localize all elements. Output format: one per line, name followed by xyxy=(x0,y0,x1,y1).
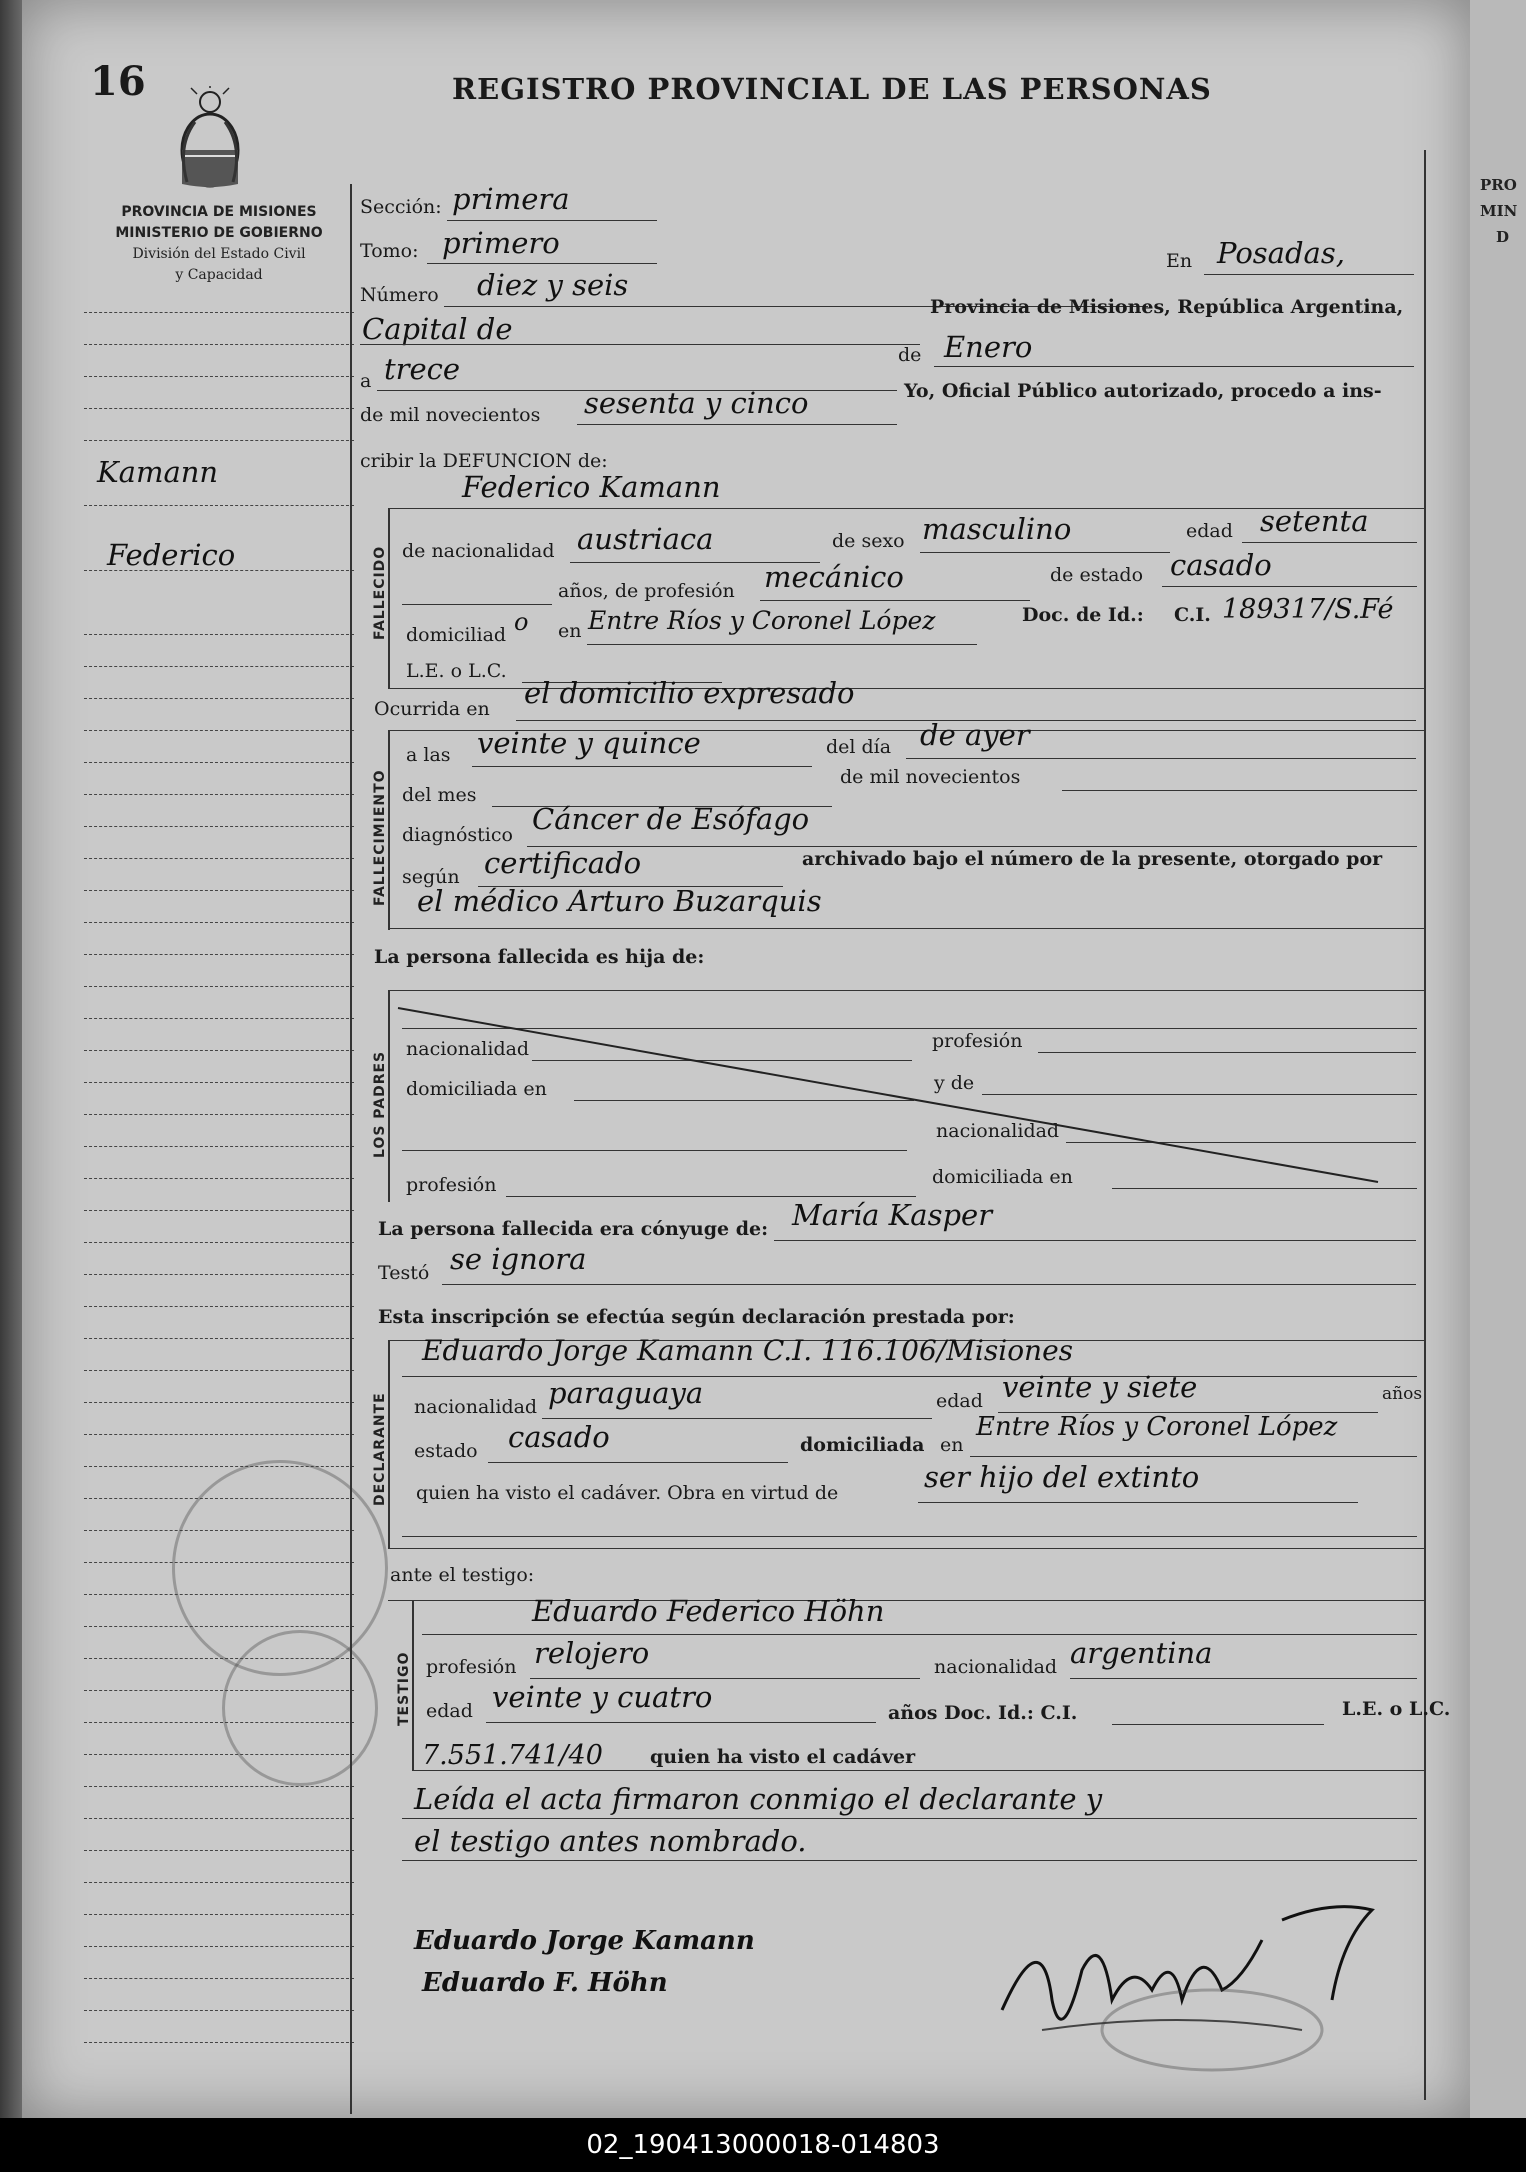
fragment-text: D xyxy=(1496,228,1510,246)
label-testo: Testó xyxy=(378,1262,430,1284)
value-d-edad: veinte y siete xyxy=(1002,1370,1198,1404)
value-t-profesion: relojero xyxy=(534,1636,650,1670)
margin-given-name: Federico xyxy=(107,538,236,572)
fragment-text: MIN xyxy=(1480,202,1518,220)
label-numero: Número xyxy=(360,284,439,306)
label-de-nacionalidad: de nacionalidad xyxy=(402,540,555,562)
label-yo-oficial: Yo, Oficial Público autorizado, procedo a ins- xyxy=(904,380,1382,402)
value-ci: 189317/S.Fé xyxy=(1222,594,1394,625)
label-d-nacionalidad: nacionalidad xyxy=(414,1396,538,1418)
value-leida-2: el testigo antes nombrado. xyxy=(414,1824,807,1858)
value-declarante: Eduardo Jorge Kamann C.I. 116.106/Misiones xyxy=(422,1334,1074,1367)
signature-testigo: Eduardo F. Höhn xyxy=(422,1968,668,1998)
value-edad: setenta xyxy=(1260,504,1369,538)
label-edad: edad xyxy=(1186,520,1233,542)
value-d-estado: casado xyxy=(508,1420,610,1454)
value-medico: el médico Arturo Buzarquis xyxy=(417,884,822,918)
label-diagnostico: diagnóstico xyxy=(402,824,513,846)
label-segun: según xyxy=(402,866,460,888)
label-y-de: y de xyxy=(934,1072,975,1094)
book-spine xyxy=(0,0,22,2118)
label-nacionalidad: nacionalidad xyxy=(406,1038,530,1060)
label-domiciliada-en: domiciliada en xyxy=(406,1078,547,1100)
label-archivado: archivado bajo el número de la presente, otorgado por xyxy=(802,848,1383,870)
label-conyuge: La persona fallecida era cónyuge de: xyxy=(378,1218,769,1240)
value-seccion: primera xyxy=(452,182,570,216)
value-profesion: mecánico xyxy=(764,560,904,594)
label-del-dia: del día xyxy=(826,736,892,758)
value-hora: veinte y quince xyxy=(477,726,701,760)
value-d-virtud: ser hijo del extinto xyxy=(924,1460,1200,1494)
image-id-footer: 02_190413000018-014803 xyxy=(0,2118,1526,2172)
value-ocurrida: el domicilio expresado xyxy=(524,676,855,710)
value-diagnostico: Cáncer de Esófago xyxy=(532,802,810,836)
value-t-doc: 7.551.741/40 xyxy=(422,1740,603,1771)
page-title: REGISTRO PROVINCIAL DE LAS PERSONAS xyxy=(452,72,1212,106)
side-label-fallecido: FALLECIDO xyxy=(372,545,388,640)
value-dia: trece xyxy=(384,352,461,386)
label-de-mil: de mil novecientos xyxy=(360,404,541,426)
value-anio: sesenta y cinco xyxy=(584,386,809,420)
value-estado: casado xyxy=(1170,548,1272,582)
label-domiciliad: domiciliad xyxy=(406,624,507,646)
label-del-mes: del mes xyxy=(402,784,477,806)
label-domiciliada-en-2: domiciliada en xyxy=(932,1166,1073,1188)
value-numero: diez y seis xyxy=(477,268,629,302)
label-ci: C.I. xyxy=(1174,604,1211,626)
value-segun: certificado xyxy=(484,846,642,880)
value-ciudad: Posadas, xyxy=(1217,236,1345,270)
label-tomo: Tomo: xyxy=(360,240,419,262)
value-nacionalidad: austriaca xyxy=(577,522,714,556)
label-en: en xyxy=(558,620,582,642)
label-profesion-2: profesión xyxy=(406,1174,497,1196)
strike-through-line xyxy=(388,990,1428,1202)
label-t-edad: edad xyxy=(426,1700,473,1722)
ministry-line: MINISTERIO DE GOBIERNO xyxy=(115,225,323,241)
value-mes: Enero xyxy=(944,330,1033,364)
value-nombre: Federico Kamann xyxy=(462,470,721,504)
value-t-nacionalidad: argentina xyxy=(1070,1636,1213,1670)
coat-of-arms-icon xyxy=(167,86,253,198)
value-d-nacionalidad: paraguaya xyxy=(548,1376,704,1410)
label-inscribir: cribir la DEFUNCION de: xyxy=(360,450,608,472)
label-a-las: a las xyxy=(406,744,451,766)
label-de-mil-2: de mil novecientos xyxy=(840,766,1021,788)
side-label-padres: LOS PADRES xyxy=(372,1050,388,1158)
label-d-visto: quien ha visto el cadáver. Obra en virtud de xyxy=(416,1482,839,1504)
label-provincia: Provincia de Misiones, República Argentina, xyxy=(930,296,1404,318)
value-leida-1: Leída el acta firmaron conmigo el declarante y xyxy=(414,1782,1103,1816)
label-testigo: ante el testigo: xyxy=(390,1564,535,1586)
label-t-anos: años Doc. Id.: C.I. xyxy=(888,1702,1078,1724)
faded-stamp xyxy=(222,1630,378,1786)
margin-surname: Kamann xyxy=(97,455,219,489)
label-ocurrida: Ocurrida en xyxy=(374,698,490,720)
value-sexo: masculino xyxy=(922,512,1072,546)
side-label-declarante: DECLARANTE xyxy=(372,1392,388,1506)
page-number: 16 xyxy=(90,58,146,105)
ministry-line: PROVINCIA DE MISIONES xyxy=(121,204,317,220)
label-de-estado: de estado xyxy=(1050,564,1144,586)
label-de-sexo: de sexo xyxy=(832,530,905,552)
label-profesion: profesión xyxy=(932,1030,1023,1052)
ministry-line: División del Estado Civil xyxy=(132,246,306,262)
label-d-estado: estado xyxy=(414,1440,478,1462)
document-page xyxy=(22,0,1470,2118)
side-label-testigo: TESTIGO xyxy=(396,1651,412,1726)
label-t-le: L.E. o L.C. xyxy=(1342,1698,1451,1720)
label-declaracion: Esta inscripción se efectúa según declaración prestada por: xyxy=(378,1306,1015,1328)
label-t-profesion: profesión xyxy=(426,1656,517,1678)
label-d-anos: años xyxy=(1382,1384,1423,1404)
value-domicilio: Entre Ríos y Coronel López xyxy=(588,606,936,635)
official-signature xyxy=(982,1880,1402,2080)
value-testo: se ignora xyxy=(450,1242,587,1276)
value-del-dia: de ayer xyxy=(920,718,1030,752)
label-t-visto: quien ha visto el cadáver xyxy=(650,1746,916,1768)
label-le-lc: L.E. o L.C. xyxy=(406,660,507,682)
label-d-en: en xyxy=(940,1434,964,1456)
side-label-fallecimiento: FALLECIMIENTO xyxy=(372,769,388,906)
label-hija-de: La persona fallecida es hija de: xyxy=(374,946,705,968)
label-seccion: Sección: xyxy=(360,196,442,218)
value-domicilio-o: o xyxy=(514,608,529,636)
value-d-domicilio: Entre Ríos y Coronel López xyxy=(976,1412,1338,1442)
ministry-line: y Capacidad xyxy=(175,267,263,283)
value-conyuge: María Kasper xyxy=(792,1198,993,1232)
label-d-edad: edad xyxy=(936,1390,983,1412)
signature-declarante: Eduardo Jorge Kamann xyxy=(414,1926,755,1956)
value-testigo: Eduardo Federico Höhn xyxy=(532,1594,885,1628)
adjacent-page-fragment xyxy=(1470,0,1526,2118)
label-d-domiciliada: domiciliada xyxy=(800,1434,925,1456)
label-a: a xyxy=(360,370,372,392)
label-anos-profesion: años, de profesión xyxy=(558,580,735,602)
label-de: de xyxy=(898,344,922,366)
value-tomo: primero xyxy=(442,226,560,260)
label-en: En xyxy=(1166,250,1193,272)
value-capital: Capital de xyxy=(362,312,513,346)
label-t-nacionalidad: nacionalidad xyxy=(934,1656,1058,1678)
label-nacionalidad-2: nacionalidad xyxy=(936,1120,1060,1142)
label-doc-id: Doc. de Id.: xyxy=(1022,604,1144,626)
value-t-edad: veinte y cuatro xyxy=(492,1680,713,1714)
ministry-block xyxy=(84,202,354,286)
fragment-text: PRO xyxy=(1480,176,1517,194)
